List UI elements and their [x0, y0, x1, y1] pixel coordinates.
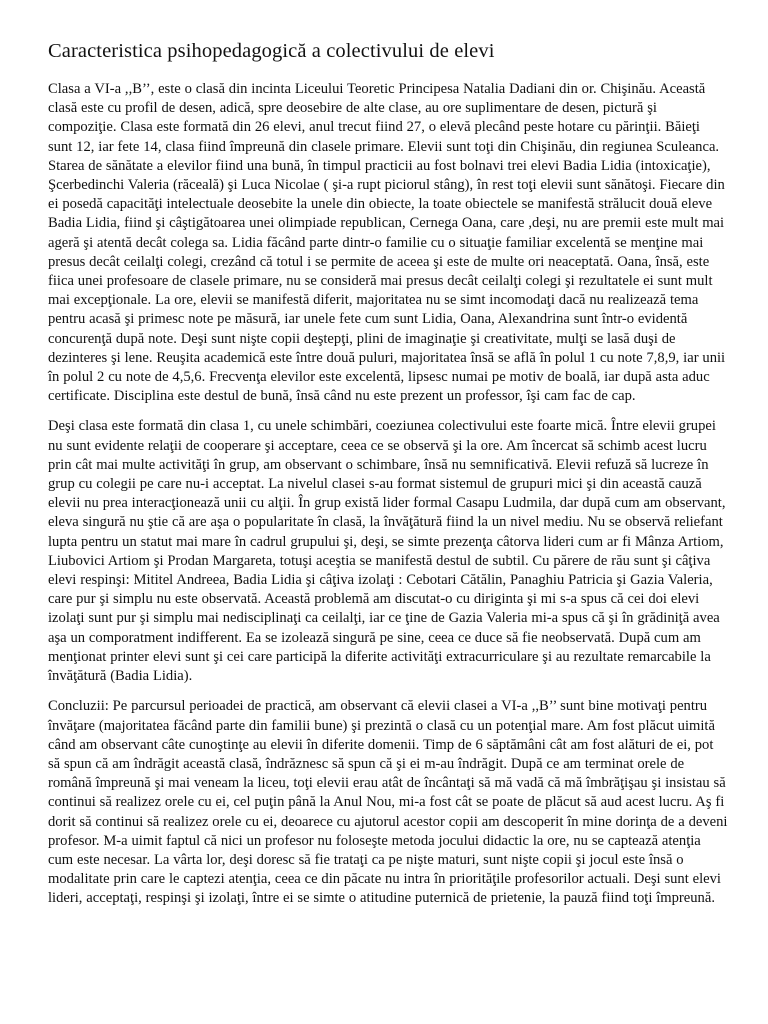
- document-title: Caracteristica psihopedagogică a colectivului de elevi: [48, 40, 495, 62]
- paragraph-conclusions: Concluzii: Pe parcursul perioadei de practică, am observant că elevii clasei a VI-a ,,B’’ sunt bine motivaţi pentru învăţare (majoritatea făcând parte din familii bune) şi prezintă o clasă cu un potenţial mare. Am fost plăcut uimită când am observant câte cunoştinţe au elevii în diferite domenii. Timp de 6 săptămâni cât am fost alături de ei, pot să spun că am îndrăgit această clasă, îndrăznesc să spun că şi ei m-au îndrăgit. După ce am terminat orele de română împreună şi mai veneam la liceu, toţi elevii erau atât de încântaţi să mă vadă că mă îmbrăţişau şi insistau să continui să realizez orele cu ei, cel puţin până la Anul Nou, mi-a fost cât se poate de plăcut să aud acest lucru. Aş fi dorit să continui să realizez orele cu ei, deoarece cu ajutorul acestor copii am descoperit în mine dorinţa de a deveni profesor. M-a uimit faptul că nici un profesor nu foloseşte metoda jocului didactic la ore, nu se captează atenţia cum este necesar. La vârta lor, deşi doresc să fie trataţi ca pe nişte maturi, sunt nişte copii şi jocul este însă o modalitate prin care le captezi atenţia, ceea ce din păcate nu intra în priorităţile profesorilor actuali. Deşi sunt elevi lideri, acceptaţi, respinşi şi izolaţi, între ei se simte o atitudine puternică de prietenie, la pauză fiind toţi împreună.: [48, 698, 728, 907]
- paragraph-group-cohesion: Deşi clasa este formată din clasa 1, cu unele schimbări, coeziunea colectivului este foarte mică. Între elevii grupei nu sunt evidente relaţii de cooperare şi acceptare, ceea ce se observă şi la ore. Am încercat să schimb acest lucru prin cât mai multe activităţi în grup, am observant o schimbare, însă nu semnificativă. Elevii refuză să lucreze în grup cu colegii pe care nu-i acceptat. La nivelul clasei s-au format sistemul de grupuri mici şi din această cauză elevii nu prea interacţionează unii cu alţii. În grup există lider formal Casapu Ludmila, dar după cum am observant, eleva singură nu ştie că are aşa o popularitate în clasă, la învăţătură fiind la un nivel mediu. Nu se observă reliefant lupta pentru un statut mai mare în cadrul grupului şi, deşi, se simte prezenţa câtorva lideri cum ar fi Mânza Artiom, Liubovici Artiom şi Prodan Margareta, totuşi aceştia se manifestă destul de subtil. Cu părere de rău sunt şi câţiva elevi respinşi: Mititel Andreea, Badia Lidia şi câţiva izolaţi : Cebotari Cătălin, Panaghiu Patricia şi Gazia Valeria, care pur şi simplu nu este observată. Această problemă am discutat-o cu diriginta şi mi s-a spus că cei doi elevi izolaţi sunt pur şi simplu mai nedisciplinaţi ca ceilalţi, iar ce ţine de Gazia Valeria mi-a spus că şi în grădiniţă avea aşa un comporatment indifferent. Ea se izolează singură pe sine, ceea ce duce să fie neobservată. După cum am menţionat printer elevi sunt şi cei care participă la diferite activităţi extracurriculare şi au rezultate remarcabile la învăţătură (Badia Lidia).: [48, 418, 726, 685]
- paragraph-class-description: Clasa a VI-a ,,B’’, este o clasă din incinta Liceului Teoretic Principesa Natalia Dadiani din or. Chişinău. Această clasă este cu profil de desen, adică, spre deosebire de alte clase, au ore suplimentare de desen, pictură şi compoziţie. Clasa este formată din 26 elevi, anul trecut fiind 27, o elevă plecând peste hotare cu părinţii. Băieţi sunt 12, iar fete 14, clasa fiind împreună din clasele primare. Elevii sunt toţi din Chişinău, din regiunea Sculeanca. Starea de sănătate a elevilor fiind una bună, în timpul practicii au fost bolnavi trei elevi Badia Lidia (intoxicaţie), Şcerbedinchi Valeria (răceală) şi Luca Nicolae ( şi-a rupt piciorul stâng), în rest toţi elevii sunt sănătoşi. Fiecare din ei posedă capacităţi intelectuale deosebite la unele din obiecte, la toate obiectele se manifestă strălucit două eleve Badia Lidia, fiind şi câştigătoarea unei olimpiade republican, Cernega Oana, care ,deşi, nu are premii este mult mai ageră şi atentă decât colega sa. Lidia făcând parte dintr-o familie cu o situaţie familiar excelentă se menţine mai presus decât ceilalţi colegi, crezând că totul i se permite de aceea şi este de multe ori neaceptată. Oana, însă, este fiica unei profesoare de clasele primare, nu se consideră mai presus decât ceilalţi colegi şi rezultatele ei sunt mult mai excepţionale. La ore, elevii se manifestă diferit, majoritatea nu se simt incomodaţi dacă nu realizează tema pentru acasă şi primesc note pe măsură, iar unele fete cum sunt Lidia, Oana, Alexandrina sunt într-o evidentă concurenţă după note. Deşi sunt nişte copii deştepţi, plini de imaginaţie şi creativitate, mulţi se lasă duşi de dezinteres şi lene. Reuşita academică este între două puluri, majoritatea însă se află în polul 1 cu note 7,8,9, iar unii în polul 2 cu note de 4,5,6. Frecvenţa elevilor este excelentă, lipsesc numai pe motiv de boală, iar după asta aduc certificate. Disciplina este destul de bună, însă când nu este prezent un professor, îşi cam fac de cap.: [48, 81, 726, 405]
- document-page: [48, 38, 728, 920]
